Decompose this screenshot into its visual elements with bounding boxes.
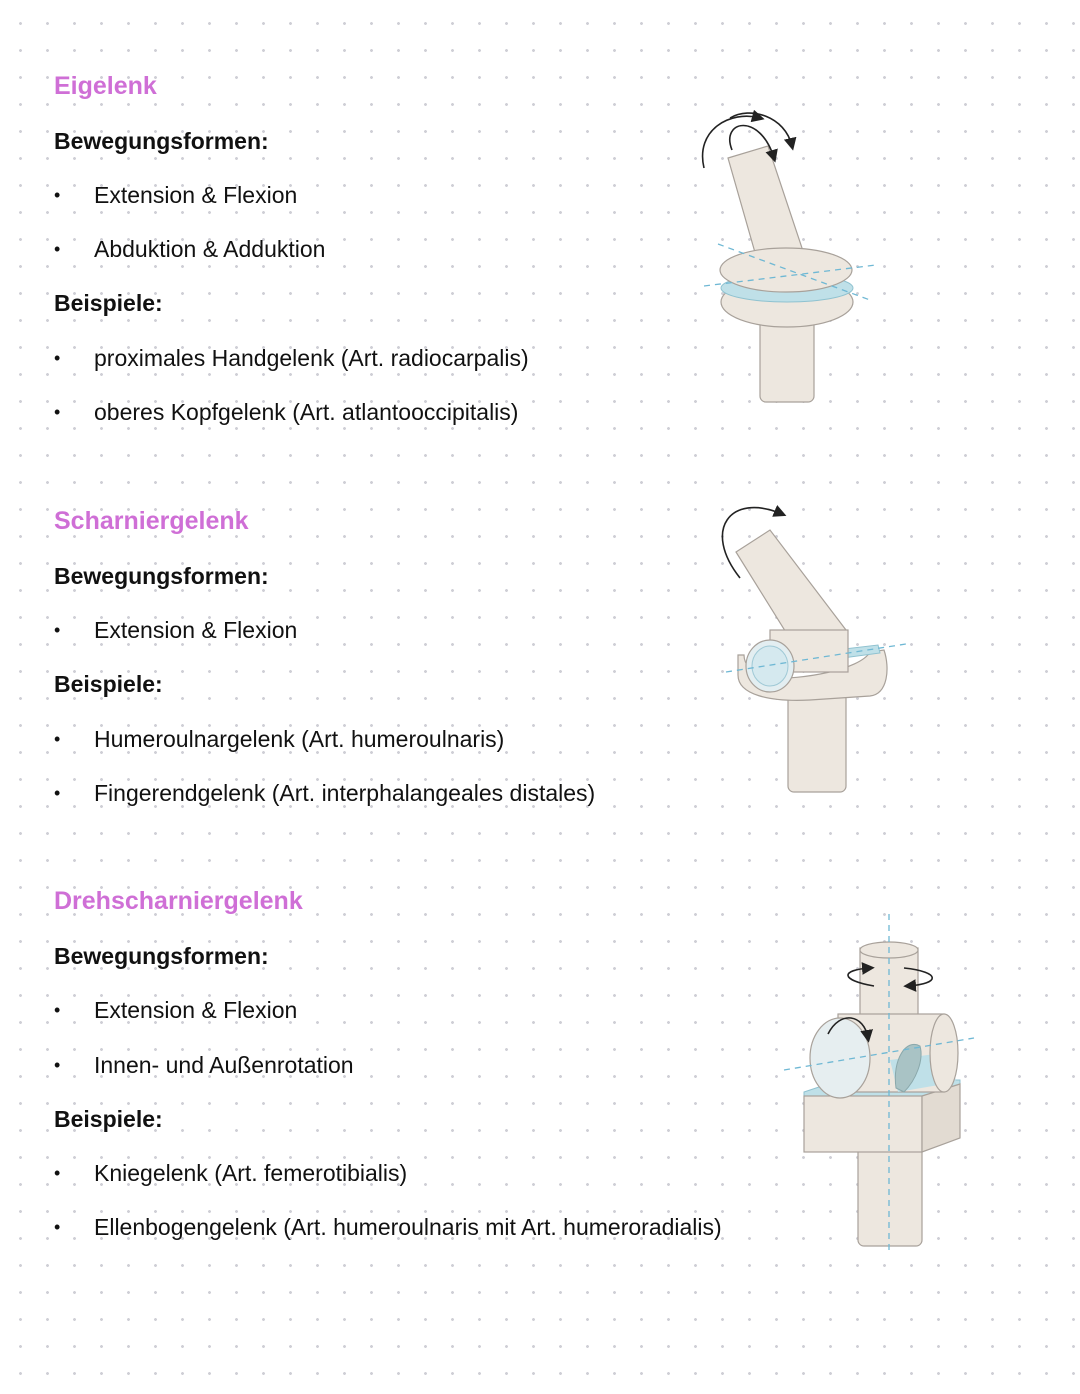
socket-block-front [804, 1096, 922, 1152]
movements-label: Bewegungsformen: [54, 943, 269, 969]
section-heading: Scharniergelenk [54, 507, 249, 535]
bullet-icon: • [54, 1000, 61, 1020]
bullet-icon: • [54, 185, 61, 205]
list-item [54, 1162, 407, 1185]
list-item [54, 728, 504, 751]
movements-label: Bewegungsformen: [54, 563, 269, 589]
socket-block-side [922, 1084, 960, 1152]
list-item [54, 347, 529, 370]
list-item-text: Abduktion & Adduktion [94, 236, 326, 262]
examples-label: Beispiele: [54, 1106, 163, 1132]
list-item [54, 184, 297, 207]
bullet-icon: • [54, 402, 61, 422]
hinge-joint-illustration [710, 490, 910, 800]
bullet-icon: • [54, 1217, 61, 1237]
list-item-text: Ellenbogengelenk (Art. humeroulnaris mit Art. humeroradialis) [94, 1214, 722, 1240]
section-heading: Eigelenk [54, 72, 157, 100]
list-item-text: Extension & Flexion [94, 182, 298, 208]
list-item-text: Humeroulnargelenk (Art. humeroulnaris) [94, 726, 505, 752]
list-item [54, 619, 297, 642]
hinge-cylinder-cap [810, 1018, 870, 1098]
bullet-icon: • [54, 729, 61, 749]
ellipsoid-joint-illustration [690, 110, 890, 410]
list-item [54, 782, 595, 805]
hinge-cylinder-cap-inner [752, 646, 788, 686]
list-item [54, 1216, 722, 1239]
list-item-text: Innen- und Außenrotation [94, 1052, 354, 1078]
rotation-arrow-icon [730, 113, 792, 146]
list-item-text: proximales Handgelenk (Art. radiocarpalis) [94, 345, 529, 371]
bullet-icon: • [54, 620, 61, 640]
bullet-icon: • [54, 348, 61, 368]
hinge-cylinder-cap-right [930, 1014, 958, 1092]
bullet-icon: • [54, 1055, 61, 1075]
pivot-hinge-joint-illustration [780, 910, 980, 1255]
upper-bone-shaft [736, 530, 846, 642]
list-item [54, 238, 325, 261]
movements-label: Bewegungsformen: [54, 128, 269, 154]
examples-label: Beispiele: [54, 290, 163, 316]
list-item-text: Extension & Flexion [94, 617, 298, 643]
list-item-text: oberes Kopfgelenk (Art. atlantooccipitalis) [94, 399, 519, 425]
bullet-icon: • [54, 239, 61, 259]
section-heading: Drehscharniergelenk [54, 887, 303, 915]
bullet-icon: • [54, 1163, 61, 1183]
bullet-icon: • [54, 783, 61, 803]
list-item-text: Extension & Flexion [94, 997, 298, 1023]
list-item-text: Fingerendgelenk (Art. interphalangeales distales) [94, 780, 596, 806]
list-item-text: Kniegelenk (Art. femerotibialis) [94, 1160, 408, 1186]
examples-label: Beispiele: [54, 671, 163, 697]
list-item [54, 401, 518, 424]
list-item [54, 999, 297, 1022]
list-item [54, 1054, 354, 1077]
